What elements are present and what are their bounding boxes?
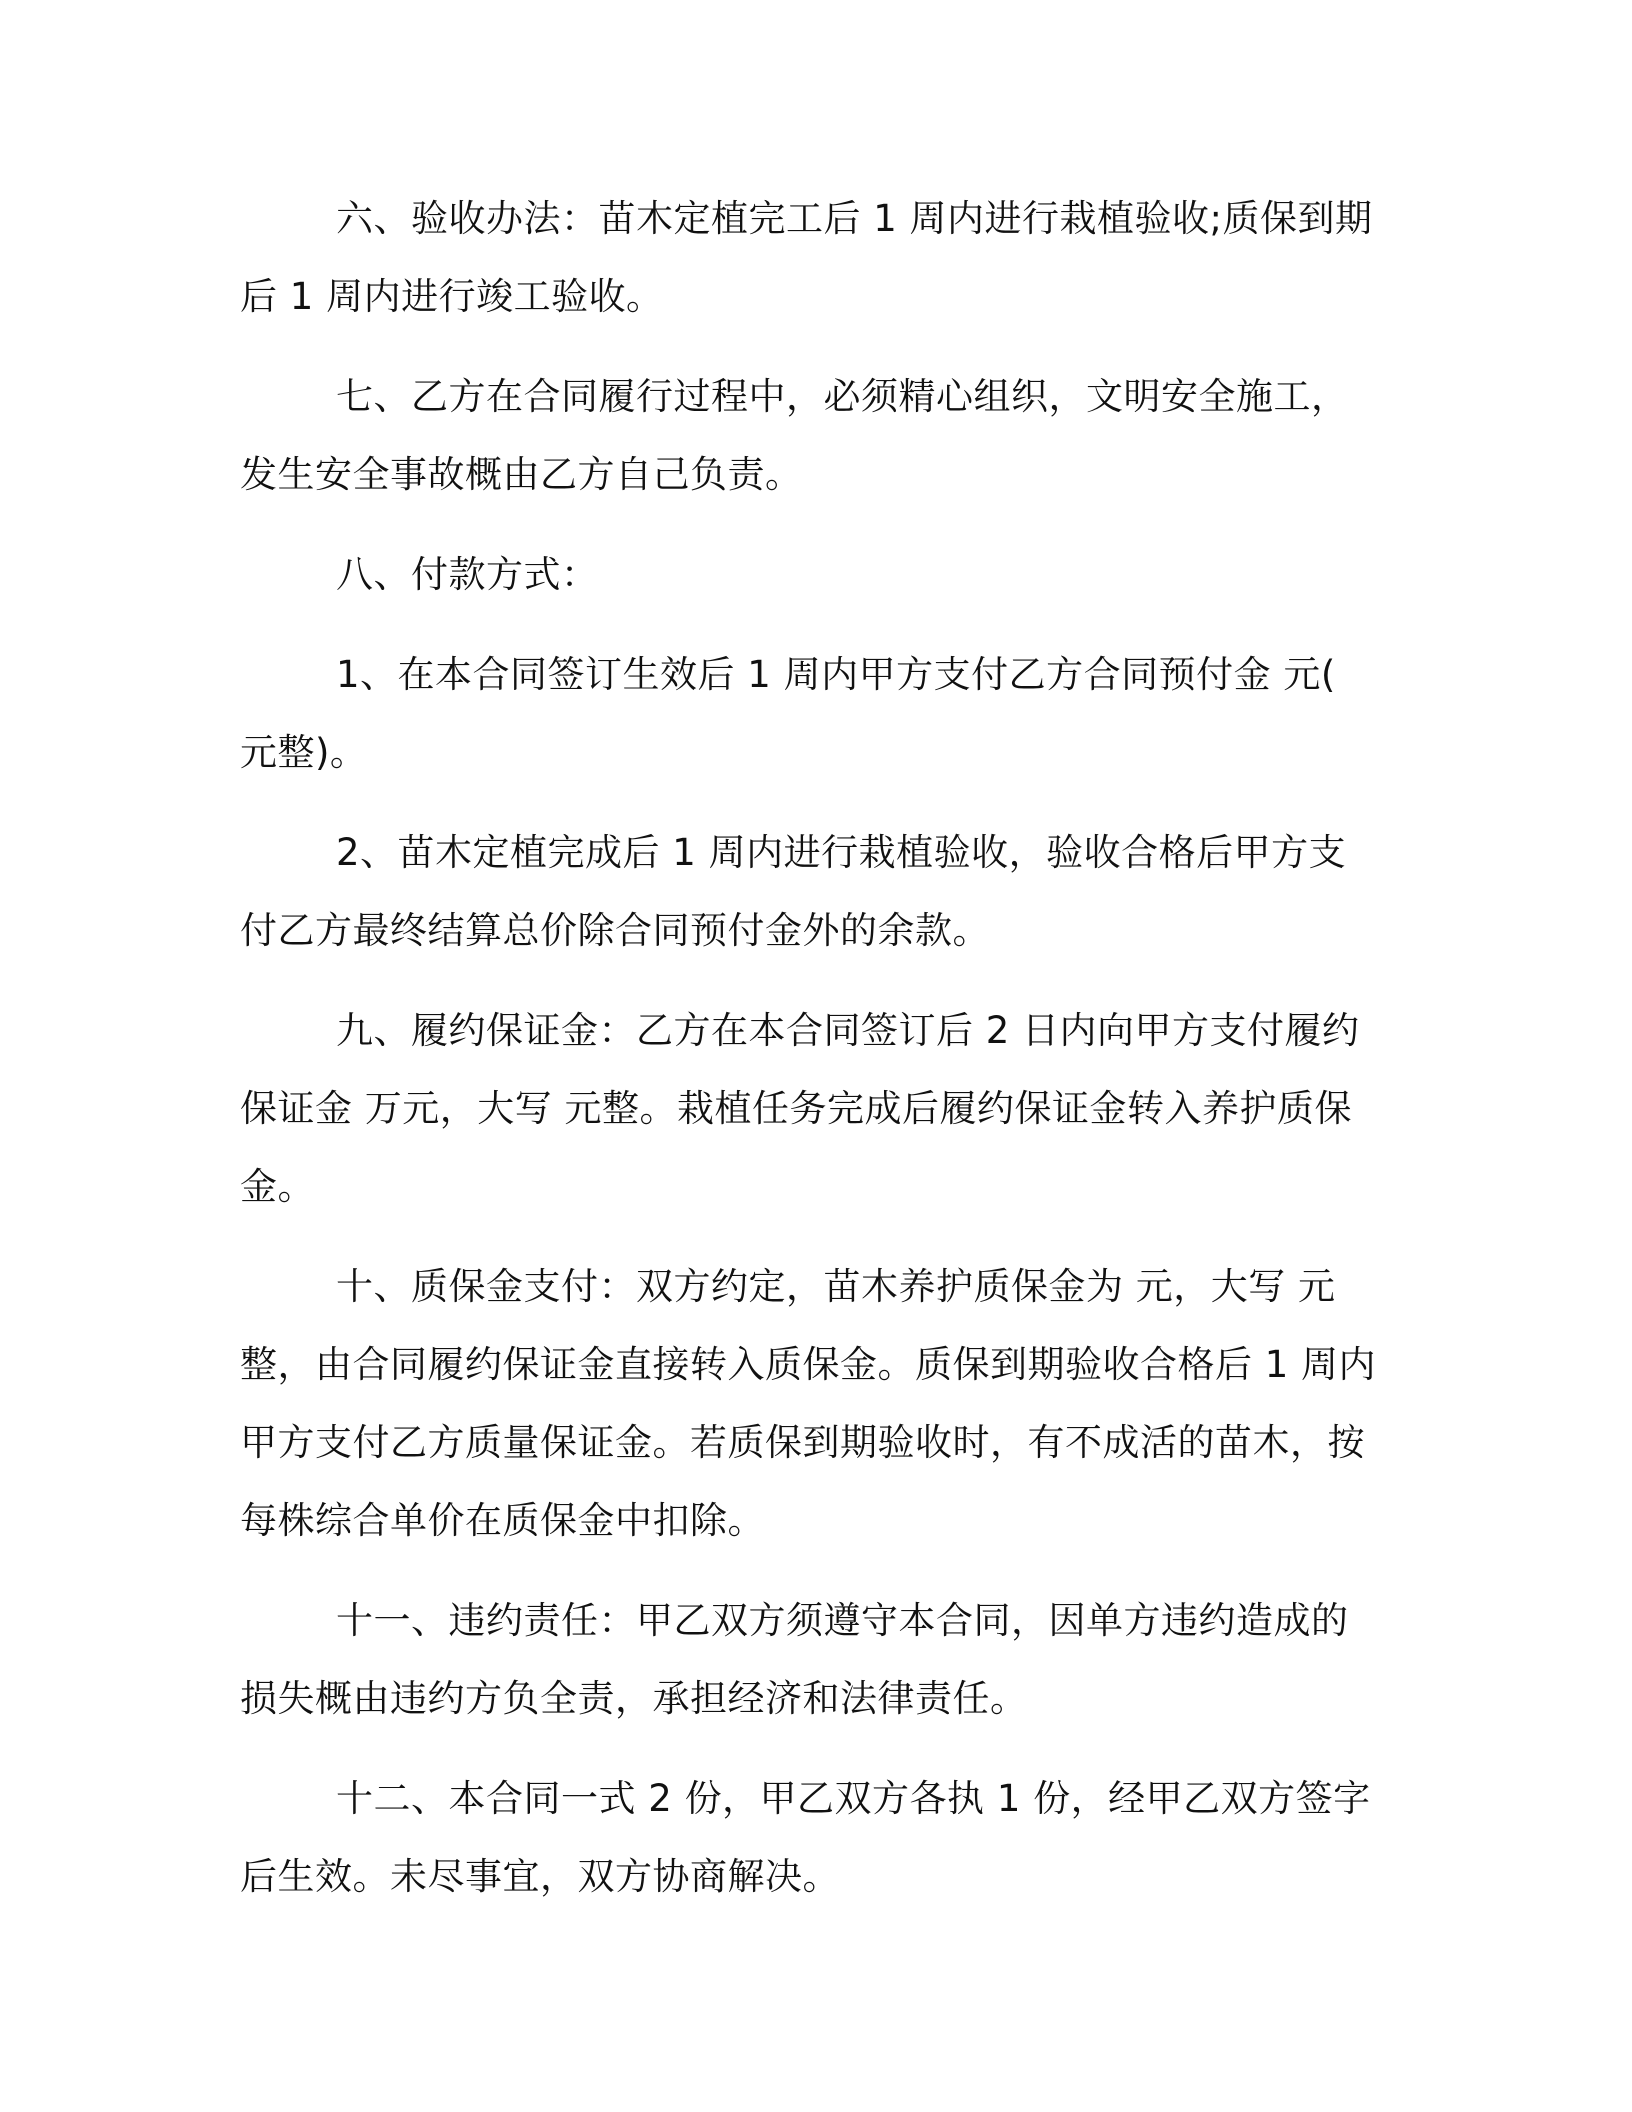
paragraph-warranty-payment: 十、质保金支付：双方约定，苗木养护质保金为 元，大写 元整，由合同履约保证金直接转入质保金。质保到期验收合格后 1 周内甲方支付乙方质量保证金。若质保到期验收时，有不成活的苗木，按每株综合单价在质保金中扣除。: [240, 1265, 1377, 1542]
document-body: [240, 180, 1380, 1938]
paragraph-payment-advance: 1、在本合同签订生效后 1 周内甲方支付乙方合同预付金 元( 元整)。: [240, 653, 1336, 774]
paragraph-acceptance-method: 六、验收办法：苗木定植完工后 1 周内进行栽植验收;质保到期后 1 周内进行竣工验收。: [240, 197, 1373, 318]
paragraph-payment-method-heading: 八、付款方式：: [336, 553, 599, 596]
paragraph-safe-construction: 七、乙方在合同履行过程中，必须精心组织，文明安全施工，发生安全事故概由乙方自己负责。: [240, 375, 1349, 496]
paragraph-contract-copies: 十二、本合同一式 2 份，甲乙双方各执 1 份，经甲乙双方签字后生效。未尽事宜，双方协商解决。: [240, 1777, 1371, 1898]
paragraph-performance-bond: 九、履约保证金：乙方在本合同签订后 2 日内向甲方支付履约保证金 万元，大写 元整。栽植任务完成后履约保证金转入养护质保金。: [240, 1009, 1360, 1208]
paragraph-breach-liability: 十一、违约责任：甲乙双方须遵守本合同，因单方违约造成的损失概由违约方负全责，承担经济和法律责任。: [240, 1599, 1349, 1720]
paragraph-payment-balance: 2、苗木定植完成后 1 周内进行栽植验收，验收合格后甲方支付乙方最终结算总价除合同预付金外的余款。: [240, 831, 1347, 952]
